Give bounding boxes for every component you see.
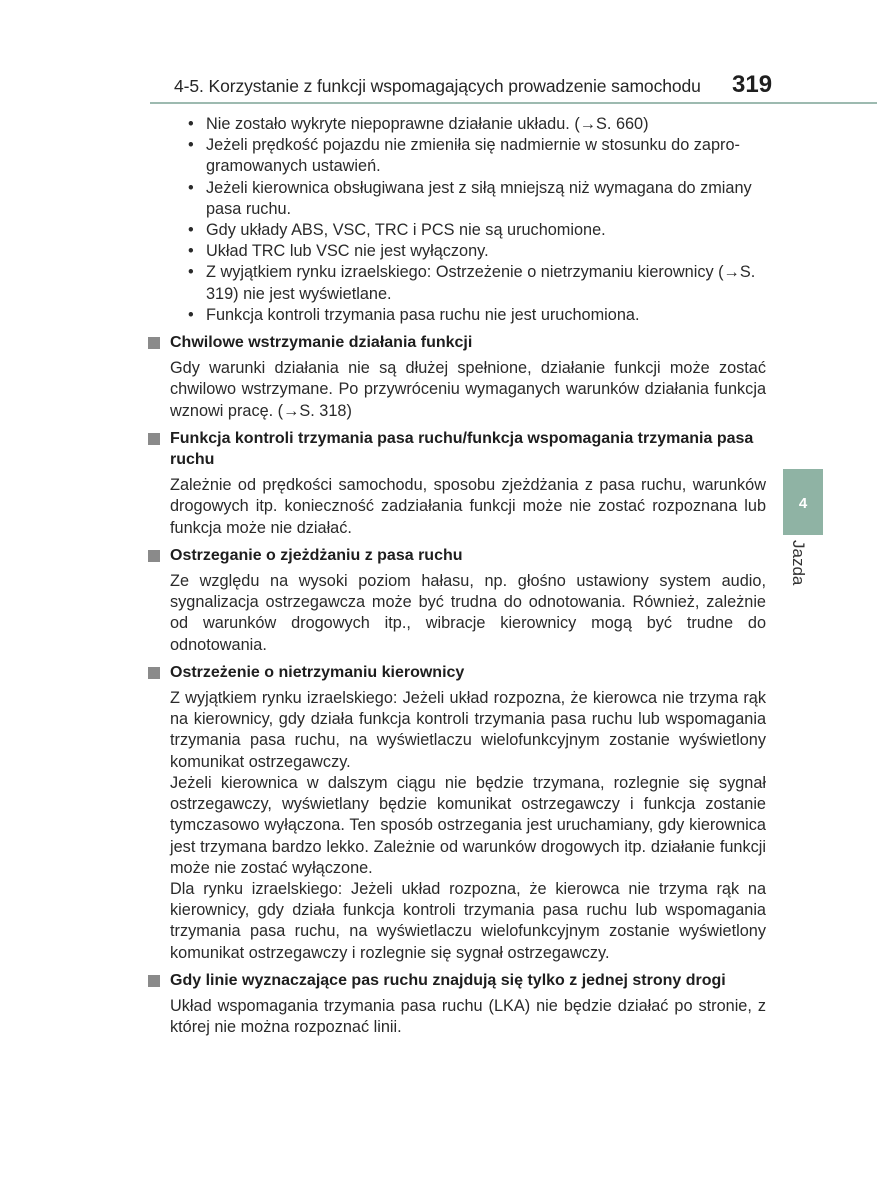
section-paragraph: Układ wspomagania trzymania pasa ruchu (LKA) nie będzie działać po stronie, z której nie można rozpoznać linii.: [170, 996, 766, 1037]
section-heading: Ostrzeganie o zjeżdżaniu z pasa ruchu: [170, 546, 463, 564]
square-bullet-icon: [148, 433, 160, 445]
list-item: • Układ TRC lub VSC nie jest wyłączony.: [188, 241, 766, 262]
header-divider: [150, 102, 877, 104]
list-item: • Jeżeli prędkość pojazdu nie zmieniła się nadmiernie w stosunku do zaprogramowanych ustawień.: [188, 135, 766, 177]
list-item: • Nie zostało wykryte niepoprawne działanie układu. (→S. 660): [188, 114, 766, 135]
section-temporary-suspension: [148, 332, 766, 422]
page-header: [0, 0, 877, 106]
section-hands-off-warning: [148, 662, 766, 964]
chapter-label: Jazda: [789, 540, 808, 586]
chapter-tab: [783, 469, 823, 535]
section-lane-departure-warning: [148, 545, 766, 656]
chapter-number: 4: [798, 495, 808, 512]
section-paragraph: Gdy warunki działania nie są dłużej spełnione, działanie funkcji może zostać chwilowo wstrzymane. Po przywróceniu wymaganych warunków działania funkcja wznowi pracę. (→S. 318): [170, 359, 766, 420]
section-paragraph: Zależnie od prędkości samochodu, sposobu zjeżdżania z pasa ruchu, warunków drogowych itp. konieczność zadziałania funkcji może nie zostać rozpoznana lub funkcja może nie działać.: [170, 476, 766, 537]
square-bullet-icon: [148, 337, 160, 349]
list-item: • Gdy układy ABS, VSC, TRC i PCS nie są uruchomione.: [188, 220, 766, 241]
square-bullet-icon: [148, 667, 160, 679]
square-bullet-icon: [148, 975, 160, 987]
section-paragraph: Ze względu na wysoki poziom hałasu, np. głośno ustawiony system audio, sygnalizacja ostrzegawcza może być trudna do odnotowania. Również, zależnie od warunków drogowych itp., wibracje kierownicy mogą być trudne do odnotowania.: [170, 572, 766, 654]
section-heading: Chwilowe wstrzymanie działania funkcji: [170, 334, 473, 352]
conditions-list: [148, 114, 766, 326]
page-number: 319: [732, 71, 773, 98]
section-lane-keeping-function: [148, 428, 766, 539]
page-content: [148, 114, 766, 1044]
section-paragraph: Dla rynku izraelskiego: Jeżeli układ rozpozna, że kierowca nie trzyma rąk na kierownicy, gdy działa funkcja kontroli trzymania pasa ruchu lub wspomagania trzymania pasa ruchu, na wyświetlaczu wielofunkcyjnym zostanie wyświetlony komunikat ostrzegawczy i rozlegnie się sygnał ostrzegawczy.: [170, 879, 766, 962]
section-heading: Gdy linie wyznaczające pas ruchu znajdują się tylko z jednej strony drogi: [170, 971, 726, 989]
square-bullet-icon: [148, 550, 160, 562]
chapter-title: 4-5. Korzystanie z funkcji wspomagających prowadzenie samochodu: [174, 76, 701, 96]
section-one-side-lines: [148, 970, 766, 1039]
section-heading: Ostrzeżenie o nietrzymaniu kierownicy: [170, 663, 465, 681]
list-item: • Funkcja kontroli trzymania pasa ruchu nie jest uruchomiona.: [188, 305, 766, 326]
section-heading: Funkcja kontroli trzymania pasa ruchu/funkcja wspomagania trzymania pasa ruchu: [170, 429, 754, 469]
section-paragraph: Z wyjątkiem rynku izraelskiego: Jeżeli układ rozpozna, że kierowca nie trzyma rąk na kierownicy, gdy działa funkcja kontroli trzymania pasa ruchu lub wspomagania trzymania pasa ruchu, na wyświetlaczu wielofunkcyjnym zostanie wyświetlony komunikat ostrzegawczy.: [170, 689, 766, 771]
section-paragraph: Jeżeli kierownica w dalszym ciągu nie będzie trzymana, rozlegnie się sygnał ostrzegawczy, wyświetlany będzie komunikat ostrzegawczy i funkcja zostanie tymczasowo wyłączona. Ten sposób ostrzegania jest uruchamiany, gdy kierownica jest trzymana bardzo lekko. Zależnie od warunków drogowych itp. działanie funkcji może nie zostać wyłączone.: [170, 773, 766, 877]
list-item: • Z wyjątkiem rynku izraelskiego: Ostrzeżenie o nietrzymaniu kierownicy (→S. 319) nie jest wyświetlane.: [188, 262, 766, 304]
list-item: • Jeżeli kierownica obsługiwana jest z siłą mniejszą niż wymagana do zmiany pasa ruchu.: [188, 178, 766, 220]
